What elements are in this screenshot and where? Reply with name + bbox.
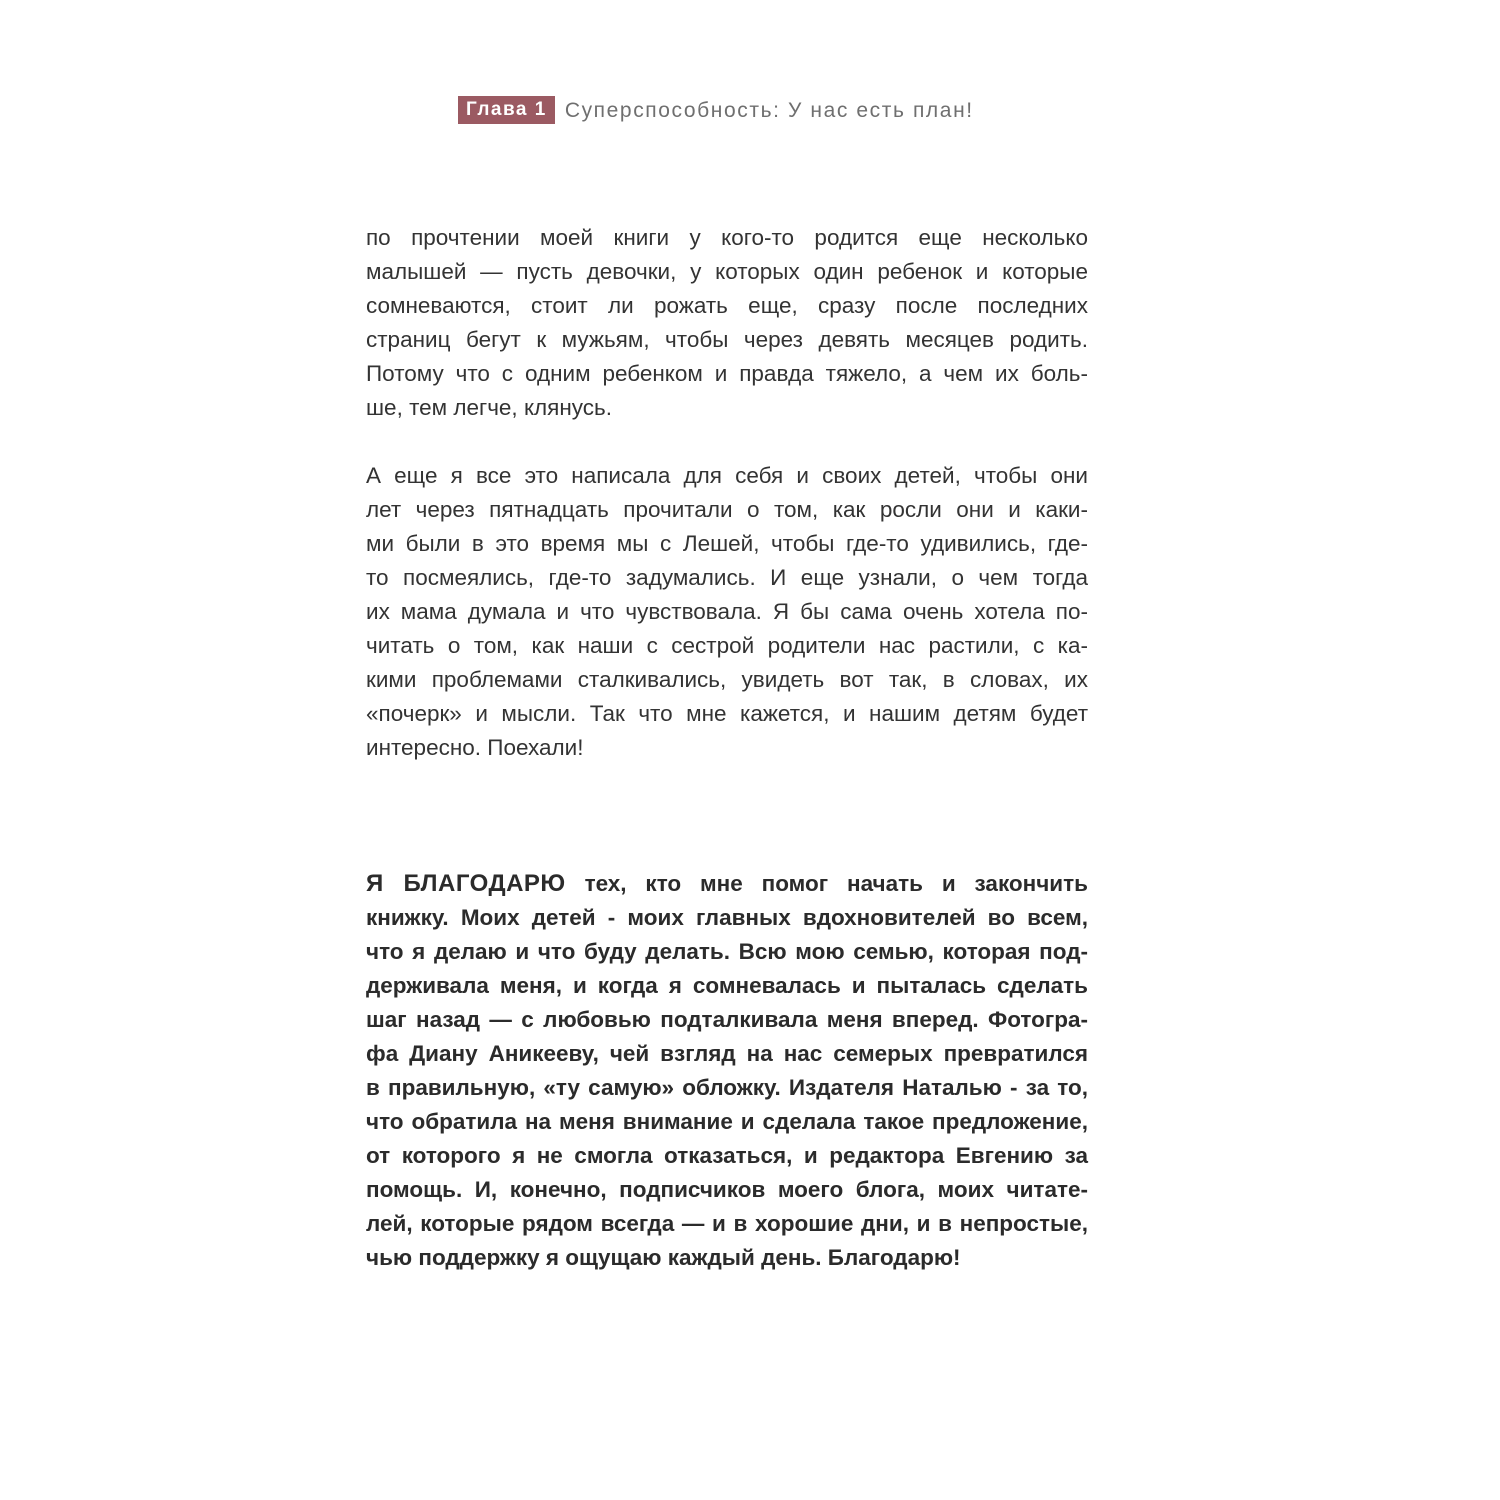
text-line: страниц бегут к мужьям, чтобы через девять месяцев родить. [366,327,1088,352]
text-line: что обратила на меня внимание и сделала такое предложение, [366,1109,1088,1134]
text-line: чью поддержку я ощущаю каждый день. Благодарю! [366,1245,961,1270]
text-line: ми были в это время мы с Лешей, чтобы где-то удивились, где- [366,531,1088,556]
text-line: что я делаю и что буду делать. Всю мою семью, которая под- [366,939,1088,964]
chapter-badge: Глава 1 [458,96,555,124]
paragraph-2 [366,459,1088,765]
text-line: от которого я не смогла отказаться, и редактора Евгению за [366,1143,1088,1168]
text-line: А еще я все это написала для себя и своих детей, чтобы они [366,463,1088,488]
text-fragment: тех, кто мне помог начать и закончить [584,871,1088,896]
text-line: малышей — пусть девочки, у которых один ребенок и которые [366,259,1088,284]
text-line: сомневаются, стоит ли рожать еще, сразу после последних [366,293,1088,318]
text-line: их мама думала и что чувствовала. Я бы сама очень хотела по- [366,599,1088,624]
text-line: Потому что с одним ребенком и правда тяжело, а чем их боль- [366,361,1088,386]
text-line: читать о том, как наши с сестрой родители нас растили, с ка- [366,633,1088,658]
text-line: помощь. И, конечно, подписчиков моего блога, моих читате- [366,1177,1088,1202]
text-line: держивала меня, и когда я сомневалась и пыталась сделать [366,973,1088,998]
acknowledgements-paragraph [366,867,1088,1275]
text-line: книжку. Моих детей - моих главных вдохновителей во всем, [366,905,1088,930]
text-line-first [366,867,1088,901]
paragraph-1 [366,221,1088,425]
chapter-title: Суперспособность: У нас есть план! [564,98,974,122]
text-line: то посмеялись, где-то задумались. И еще узнали, о чем тогда [366,565,1088,590]
text-line: по прочтении моей книги у кого-то родится еще несколько [366,225,1088,250]
text-line: лет через пятнадцать прочитали о том, как росли они и каки- [366,497,1088,522]
text-line: кими проблемами сталкивались, увидеть вот так, в словах, их [366,667,1088,692]
text-line: «почерк» и мысли. Так что мне кажется, и нашим детям будет [366,701,1088,726]
text-line: шаг назад — с любовью подталкивала меня вперед. Фотогра- [366,1007,1088,1032]
text-line: интересно. Поехали! [366,735,584,760]
running-head [458,96,974,124]
text-line: лей, которые рядом всегда — и в хорошие дни, и в непростые, [366,1211,1088,1236]
text-line: ше, тем легче, клянусь. [366,395,612,420]
text-line: фа Диану Аникееву, чей взгляд на нас семерых превратился [366,1041,1088,1066]
acknowledgements-lead: Я БЛАГОДАРЮ [366,870,566,897]
text-line: в правильную, «ту самую» обложку. Издателя Наталью - за то, [366,1075,1088,1100]
